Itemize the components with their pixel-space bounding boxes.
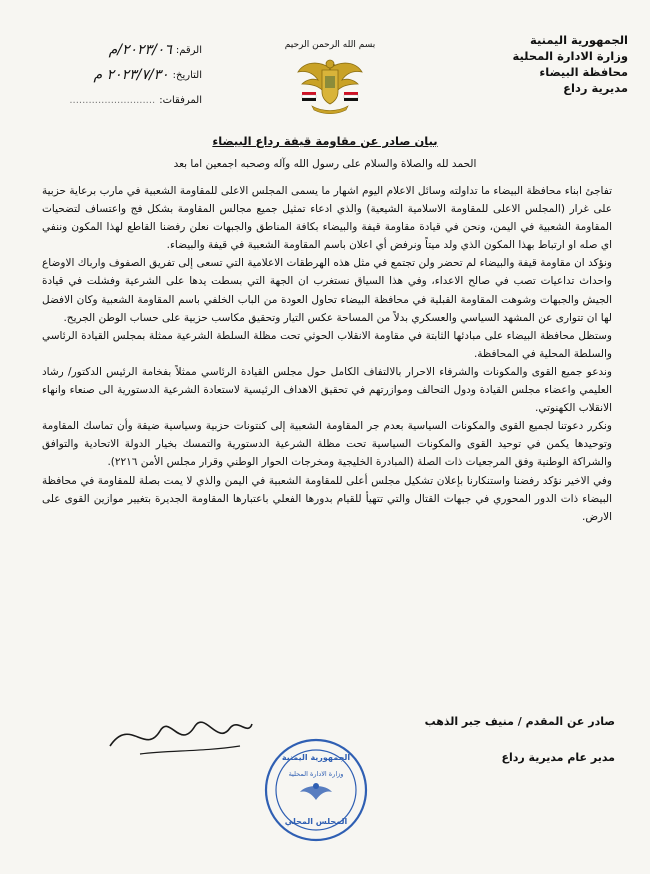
meta-ref-label: الرقم: <box>175 45 202 56</box>
stamp-top-text: الجمهورية اليمنية <box>281 753 351 762</box>
handwritten-signature-icon <box>100 706 260 766</box>
official-stamp-icon <box>262 736 370 844</box>
letterhead-district: مديرية رداع <box>563 81 628 95</box>
signature-block <box>390 704 615 776</box>
body-paragraph: ونؤكد ان مقاومة قيفة والبيضاء لم تحضر ولن تجتمع في مثل هذه الهرطقات الاعلامية التي تسعى إلى تفريق الصفوف وارباك الاوضاع واحداث تداعيات تصب في صالح الاعداء، وفي هذا السياق نستغرب ان الجهة التي بسطت يدها على الشرعية وفشلت في قيادة الجيش والجبهات وشوهت المقاومة القبلية في محافظة البيضاء تحاول العودة من الباب الخلفي باسم المقاومة الشعبية وكان الافضل لها ان تتوارى عن المشهد السياسي والعسكري بدلاً من المساحة عكس التيار وتحقيق مكاسب حزبية على حساب الوطن الجريح. <box>42 257 612 324</box>
body-paragraph: ونكرر دعوتنا لجميع القوى والمكونات السياسية بعدم جر المقاومة الشعبية إلى كنتونات حزبية وسياسية ضيقة وأن تماسك المقاومة وتوحيدها يكمن في توحيد القوى والمكونات السياسية تحت مظلة الشرعية الدستورية والتمسك بخيار الدولة الاتحادية والتوافق والشراكة الوطنية وفق المرجعيات ذات الصلة (المبادرة الخليجية ومخرجات الحوار الوطني وقرار مجلس الأمن ٢٢١٦). <box>42 420 612 469</box>
letterhead-governorate: محافظة البيضاء <box>539 65 628 79</box>
body-paragraph: وستظل محافظة البيضاء على مبادئها الثابتة في مقاومة الانقلاب الحوثي تحت مظلة السلطة الشرعية ممثلة بمجلس القيادة الرئاسي والسلطة المحلية في المحافظة. <box>42 329 612 360</box>
yemen-eagle-emblem-icon <box>294 54 366 118</box>
stamp-middle-text: وزارة الادارة المحلية <box>288 770 344 778</box>
letterhead-center <box>275 40 385 118</box>
meta-attachments-dots: ........................... <box>69 95 156 106</box>
meta-date-label: التاريخ: <box>172 70 202 81</box>
meta-ref-value: ٢٠٢٣/٠٦/م <box>108 42 172 58</box>
salutation: الحمد لله والصلاة والسلام على رسول الله وآله وصحبه اجمعين اما بعد <box>173 158 477 170</box>
statement-title: بيان صادر عن مقاومة قيفة رداع البيضاء <box>212 134 438 148</box>
letter-meta <box>22 38 202 113</box>
basmala: بسم الله الرحمن الرحيم <box>284 40 376 50</box>
stamp-bottom-text: المجلس المحلي <box>284 817 348 826</box>
statement-body <box>42 182 612 526</box>
signature-position: مدير عام مديرية رداع <box>501 751 615 764</box>
meta-ref-row <box>22 38 202 63</box>
signature-issued-by: صادر عن المقدم / منيف جبر الذهب <box>424 715 615 728</box>
body-paragraph: وفي الاخير نؤكد رفضنا واستنكارنا بإعلان تشكيل مجلس أعلى للمقاومة الشعبية في اليمن والذي لا يمت بصلة للمقاومة في محافظة البيضاء ذات الدور المحوري في جبهات القتال والتي تتهيأ للقيام بدورها الفعلي باعتبارها المقاومة الجديرة بتغيير موازين القوى على الارض. <box>42 474 612 523</box>
meta-attachments-row <box>22 88 202 113</box>
meta-date-row <box>22 63 202 88</box>
body-paragraph: تفاجئ ابناء محافظة البيضاء ما تداولته وسائل الاعلام اليوم اشهار ما يسمى المجلس الاعلى للمقاومة الشعبية في مارب برعاية حزبية على غرار (المجلس الاعلى للمقاومة الاسلامية الشيعية) والذي ادعاء تمثيل جميع مجالس المقاومة بشكل فج واعتساف لتضحيات المقاومة الشعبية في اليمن، ونحن في قيادة مقاومة قيفة والبيضاء بكافة المناطق والجبهات نعلن رفضنا القاطع لهذا المكون وننفي اي صله او ارتباط بهذا المكون الذي ولد ميتاً ونرفض أي اعلان باسم المقاومة الشعبية في قيفة والبيضاء. <box>42 185 612 252</box>
meta-attachments-label: المرفقات: <box>159 95 202 106</box>
body-paragraph: وندعو جميع القوى والمكونات والشرفاء الاحرار بالالتفاف الكامل حول مجلس القيادة الرئاسي ممثلاً بفخامة الرئيس الدكتور/ رشاد العليمي واعضاء مجلس القيادة ودول التحالف وموازرتهم في تحقيق الاهداف الرئيسية لاستعادة الشرعية الدستورية الى صنعاء وانهاء الانقلاب الكهنوتي. <box>42 365 612 415</box>
letterhead-country: الجمهورية اليمنية <box>529 33 628 47</box>
letterhead-ministry: وزارة الادارة المحلية <box>512 49 628 63</box>
meta-date-value: ٢٠٢٣/٧/٣٠ م <box>93 67 169 83</box>
letterhead-authority <box>458 32 628 96</box>
